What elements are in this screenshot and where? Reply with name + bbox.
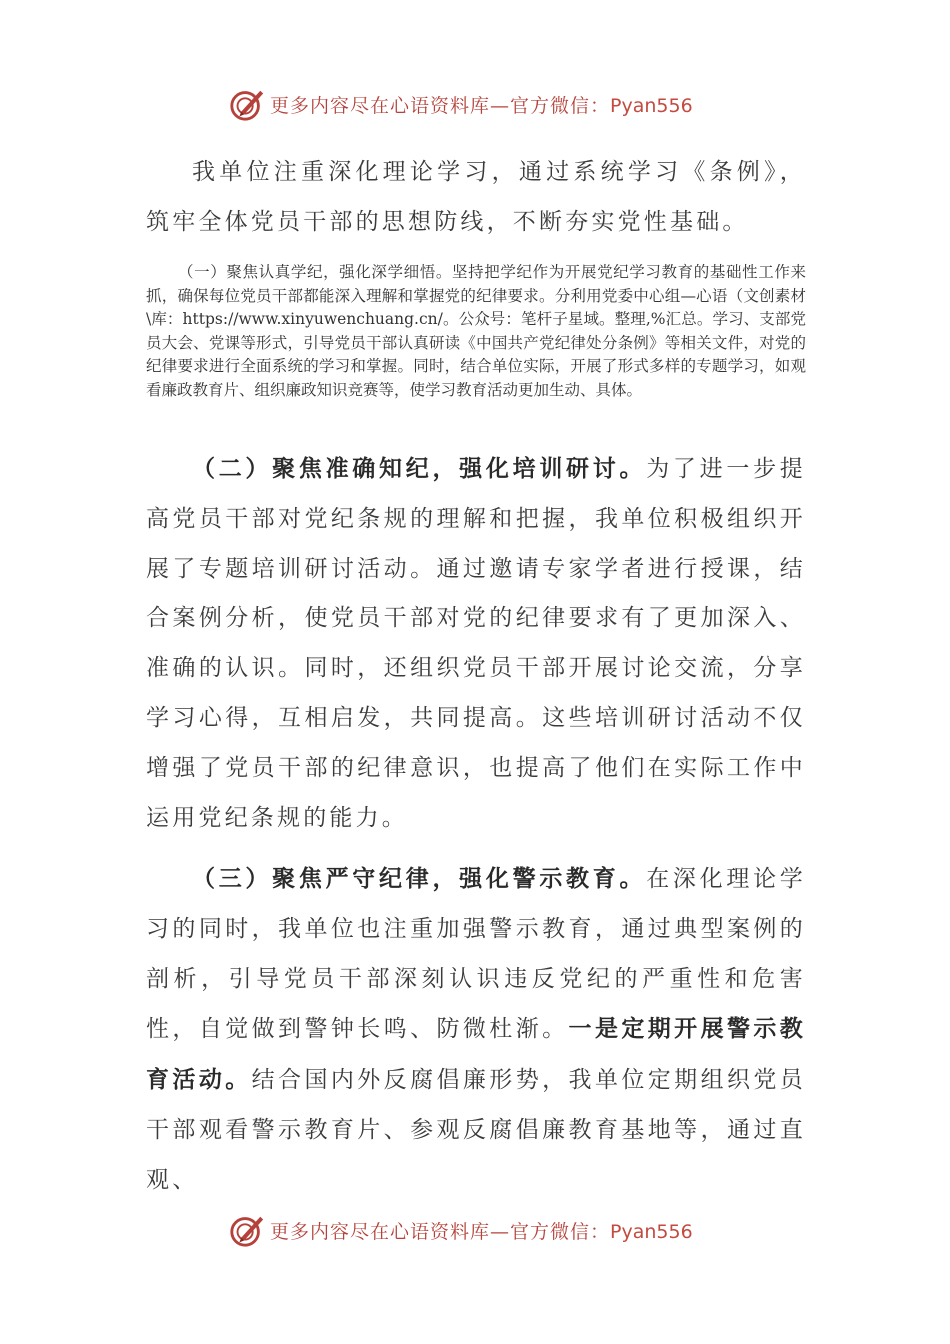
section-1-paragraph: （一）聚焦认真学纪，强化深学细悟。坚持把学纪作为开展党纪学习教育的基础性工作来抓，确保每位党员干部都能深入理解和掌握党的纪律要求。分利用党委中心组—心语（文创素材\库：https://www.xinyuwenchuang.cn/。公众号：笔杆子星域。整理,%汇总。学习、支部党员大会、党课等形式，引导党员干部认真研读《中国共产党纪律处分条例》等相关文件，对党的纪律要求进行全面系统的学习和掌握。同时，结合单位实际，开展了形式多样的专题学习，如观看廉政教育片、组织廉政知识竞赛等，使学习教育活动更加生动、具体。 bbox=[146, 263, 806, 399]
footer-banner-text: 更多内容尽在心语资料库—官方微信： bbox=[270, 1220, 611, 1243]
section-3-heading: （三）聚焦严守纪律，强化警示教育。 bbox=[192, 865, 647, 892]
footer-banner bbox=[228, 1210, 728, 1250]
section-3-paragraph bbox=[146, 854, 806, 1206]
section-3-body-1: 在深化理论学习的同时，我单位也注重加强警示教育，通过典型案例的剖析，引导党员干部深刻认识违反党纪的严重性和危害性，自觉做到警钟长鸣、防微杜渐。 bbox=[146, 866, 806, 1043]
section-2-heading: （二）聚焦准确知纪，强化培训研讨。 bbox=[192, 455, 647, 482]
section-2-paragraph bbox=[146, 444, 806, 843]
pen-logo-icon bbox=[228, 85, 266, 123]
section-3-subheading: 一是定期开展警示教育活动。 bbox=[146, 1015, 806, 1094]
section-2-body: 为了进一步提高党员干部对党纪条规的理解和把握，我单位积极组织开展了专题培训研讨活动。通过邀请专家学者进行授课，结合案例分析，使党员干部对党的纪律要求有了更加深入、准确的认识。同时，还组织党员干部开展讨论交流，分享学习心得，互相启发，共同提高。这些培训研讨活动不仅增强了党员干部的纪律意识，也提高了他们在实际工作中运用党纪条规的能力。 bbox=[146, 456, 806, 831]
header-banner bbox=[228, 84, 728, 124]
intro-paragraph: 我单位注重深化理论学习，通过系统学习《条例》，筑牢全体党员干部的思想防线，不断夯实党性基础。 bbox=[146, 159, 806, 235]
header-banner-text: 更多内容尽在心语资料库—官方微信： bbox=[270, 94, 611, 117]
header-wechat-id: Pyan556 bbox=[610, 94, 693, 117]
section-3-body-2: 结合国内外反腐倡廉形势，我单位定期组织党员干部观看警示教育片、参观反腐倡廉教育基地等，通过直观、 bbox=[146, 1067, 806, 1193]
pen-logo-icon bbox=[228, 1211, 266, 1249]
footer-wechat-id: Pyan556 bbox=[610, 1220, 693, 1243]
